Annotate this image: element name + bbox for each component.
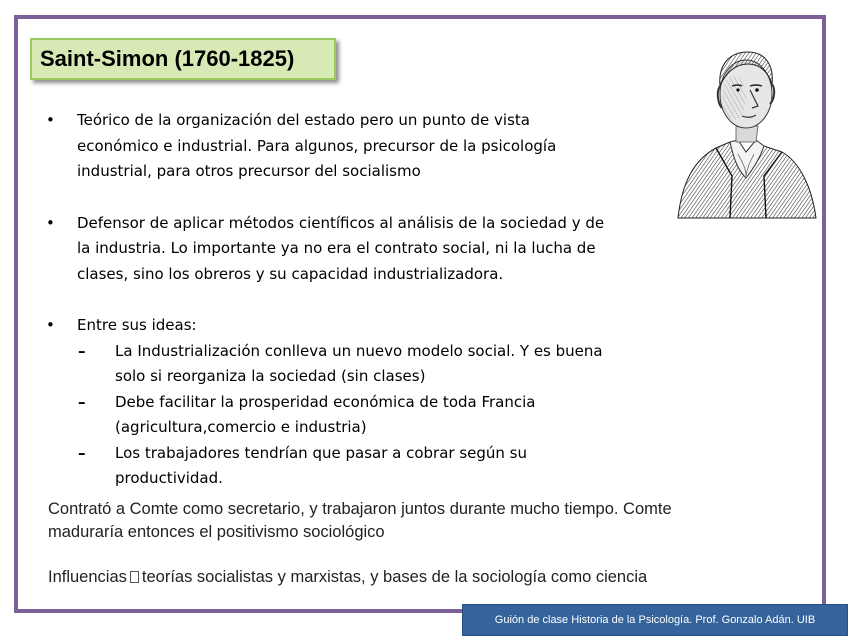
sub-line: productividad. (115, 469, 223, 487)
bullet-item (42, 108, 692, 185)
bullet-item (42, 313, 692, 339)
slide-title: Saint-Simon (1760-1825) (40, 46, 295, 71)
bullet-marker: • (46, 111, 55, 129)
bullet-line: clases, sino los obreros y su capacidad industrializadora. (77, 264, 504, 283)
sub-line: solo si reorganiza la sociedad (sin clases) (115, 367, 426, 385)
bullet-line: Defensor de aplicar métodos científicos al análisis de la sociedad y de (77, 213, 605, 232)
paragraph-line: Contrató a Comte como secretario, y trabajaron juntos durante mucho tiempo. Comte (48, 500, 672, 518)
bullet-marker: • (46, 213, 55, 232)
sub-line: La Industrialización conlleva un nuevo modelo social. Y es buena (115, 341, 603, 360)
sub-line: (agricultura,comercio e industria) (115, 418, 367, 436)
paragraph-line: maduraría entonces el positivismo sociológico (48, 523, 385, 541)
sub-marker: – (78, 392, 86, 411)
sub-line: Los trabajadores tendrían que pasar a cobrar según su (115, 443, 528, 462)
sub-item (42, 339, 692, 390)
sub-marker: – (78, 341, 86, 360)
paragraph-comte (48, 498, 788, 544)
bullet-line: Teórico de la organización del estado pero un punto de vista (77, 111, 530, 129)
missing-glyph-box-icon (130, 571, 139, 583)
sub-item (42, 441, 692, 492)
sub-marker: – (78, 443, 86, 462)
influences-text: teorías socialistas y marxistas, y bases de la sociología como ciencia (141, 568, 648, 586)
bullet-line: económico e industrial. Para algunos, precursor de la psicología (77, 136, 557, 155)
footer-credit: Guión de clase Historia de la Psicología. Prof. Gonzalo Adán. UIB (462, 604, 848, 636)
bullet-line: Entre sus ideas: (77, 316, 197, 334)
title-box (30, 38, 336, 80)
influences-label: Influencias (48, 568, 127, 586)
bullet-item (42, 211, 692, 288)
bullet-marker: • (46, 316, 55, 334)
bullet-line: industrial, para otros precursor del socialismo (77, 162, 421, 180)
bullet-list (42, 108, 692, 492)
portrait-engraving-icon (672, 42, 820, 222)
paragraph-influences (48, 566, 788, 589)
bullet-line: la industria. Lo importante ya no era el contrato social, ni la lucha de (77, 239, 596, 257)
sub-item (42, 390, 692, 441)
sub-line: Debe facilitar la prosperidad económica de toda Francia (115, 392, 536, 411)
